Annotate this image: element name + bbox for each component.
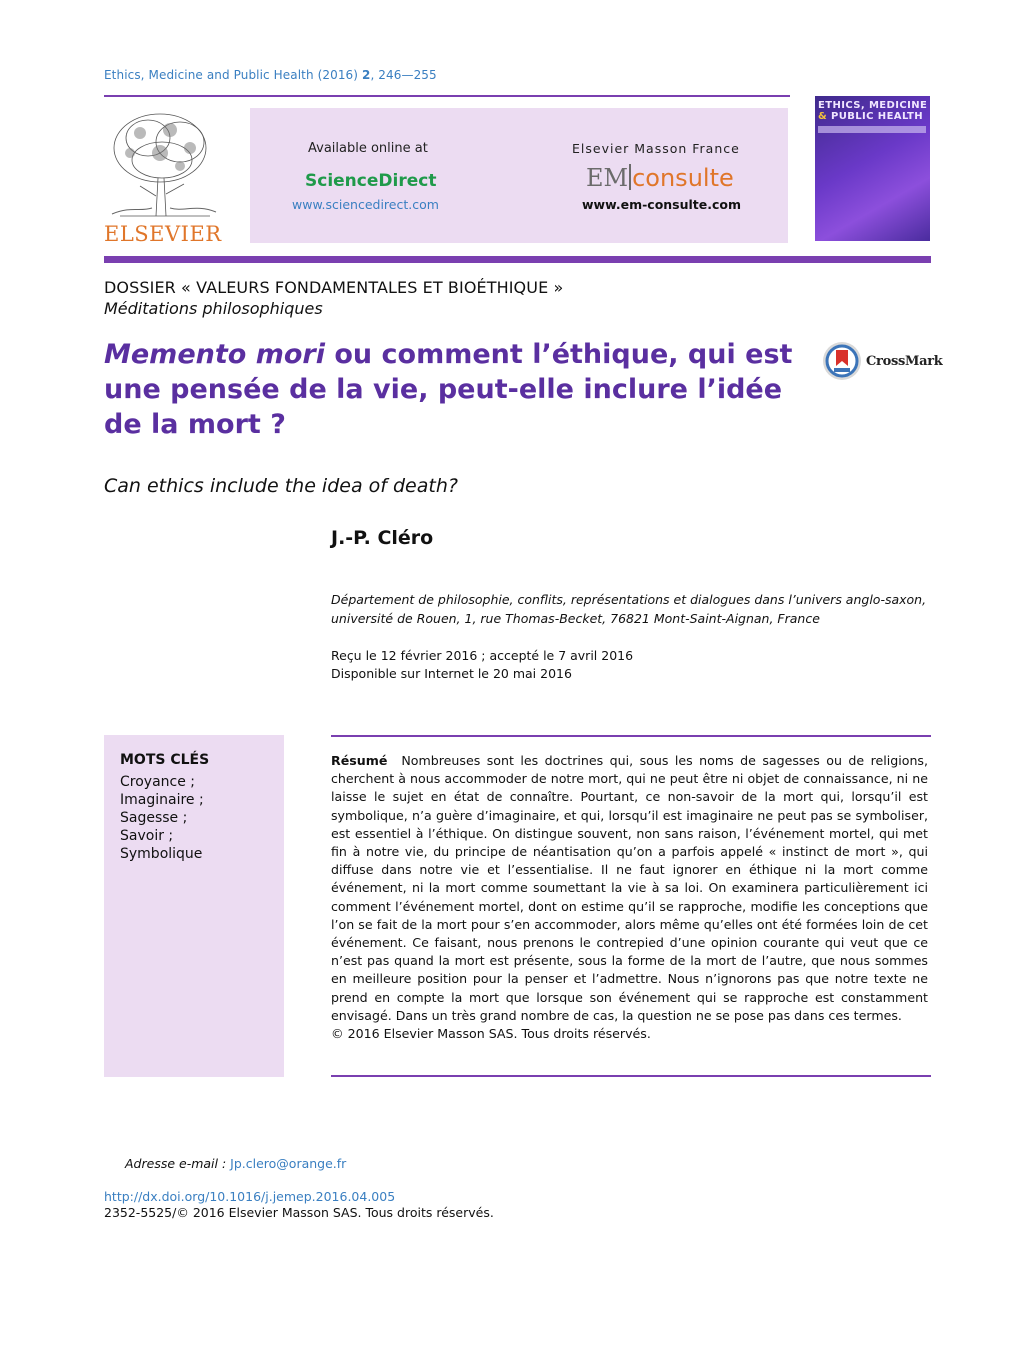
elsevier-wordmark: ELSEVIER	[104, 222, 222, 246]
journal-cover-title: ETHICS, MEDICINE & PUBLIC HEALTH	[818, 100, 928, 122]
english-title: Can ethics include the idea of death?	[104, 475, 458, 497]
abstract	[331, 752, 928, 1043]
keyword-item: Symbolique	[120, 846, 203, 862]
author-affiliation: Département de philosophie, conflits, représentations et dialogues dans l’univers anglo-saxon, université de Rouen, 1, rue Thomas-Becket, 76821 Mont-Saint-Aignan, France	[331, 592, 927, 626]
header-divider	[104, 95, 790, 97]
abstract-copyright: © 2016 Elsevier Masson SAS. Tous droits réservés.	[331, 1026, 651, 1042]
keywords-list	[120, 773, 204, 863]
journal-cover-subtitle-band	[818, 126, 926, 133]
author-name: J.-P. Cléro	[331, 527, 434, 549]
journal-reference[interactable]: Ethics, Medicine and Public Health (2016) 2, 246—255	[104, 68, 437, 82]
abstract-bottom-divider	[331, 1075, 931, 1077]
doi-link[interactable]: http://dx.doi.org/10.1016/j.jemep.2016.04.005	[104, 1189, 396, 1204]
dossier-heading: DOSSIER « VALEURS FONDAMENTALES ET BIOÉTHIQUE »	[104, 278, 564, 297]
abstract-top-divider	[331, 735, 931, 737]
section-heading: Méditations philosophiques	[104, 299, 323, 318]
abstract-text: Nombreuses sont les doctrines qui, sous les noms de sagesses ou de religions, cherchent à nous accommoder de notre mort, qui ne peut être ni objet de connaissance, ni ne laisse le sujet en état de connaître. Pourtant, ce non-savoir de la mort qui, lorsqu’il est symbolique, n’a guère d’imaginaire, et qui, lorsqu’il est imaginaire ne peut pas se symboliser, est essentiel à l’éthique. On distingue souvent, non sans raison, l’événement mortel, qui met fin à notre vie, du principe de néantisation qu’on a parfois appelé « instinct de mort », qui diffuse dans notre vie et l’essentialise. Il ne faut ignorer en éthique ni la mort comme événement, ni la mort comme soumettant la vie à sa loi. On examinera particulièrement ici comment l’événement mortel, dont on estime qu’il se rapproche, modifie les conceptions que l’on se fait de la mort pour s’en accommoder, alors même qu’elles ont été formées loin de cet événement. Ce faisant, nous prenons le contrepied d’une opinion courante qui veut que ce n’est pas quand la mort est présente, sous la forme de la mort de l’autre, que nous sommes en meilleure position pour la penser et l’admettre. Nous n’ignorons pas que notre texte ne prend en compte la mort que lorsque son événement qui se rapproche est constamment envisagé. Dans un très grand nombre de cas, la question ne se pose pas dans ces termes.	[331, 753, 928, 1023]
sciencedirect-logo: ScienceDirect	[305, 171, 437, 191]
em-consulte-link[interactable]: www.em-consulte.com	[582, 197, 742, 212]
em-publisher-label: Elsevier Masson France	[572, 141, 740, 156]
crossmark-icon[interactable]	[822, 341, 862, 381]
email-link[interactable]: Jp.clero@orange.fr	[230, 1156, 347, 1171]
online-date: Disponible sur Internet le 20 mai 2016	[331, 666, 572, 681]
keywords-heading: MOTS CLÉS	[120, 752, 210, 768]
sciencedirect-link[interactable]: www.sciencedirect.com	[292, 197, 439, 212]
abstract-label: Résumé	[331, 753, 388, 768]
article-title: Memento mori ou comment l’éthique, qui est une pensée de la vie, peut-elle inclure l’idée de la mort ?	[104, 339, 793, 440]
em-consulte-logo: EM consulte	[586, 164, 734, 192]
crossmark-label[interactable]: CrossMark	[866, 354, 943, 369]
header-thick-divider	[104, 256, 931, 263]
keyword-item: Croyance ;	[120, 774, 196, 790]
keyword-item: Imaginaire ;	[120, 792, 204, 808]
keyword-item: Savoir ;	[120, 828, 174, 844]
available-online-label: Available online at	[308, 141, 428, 156]
author-email: Adresse e-mail : Jp.clero@orange.fr	[125, 1156, 347, 1171]
issn-copyright: 2352-5525/© 2016 Elsevier Masson SAS. Tous droits réservés.	[104, 1205, 494, 1220]
keyword-item: Sagesse ;	[120, 810, 188, 826]
article-dates	[331, 647, 633, 683]
received-date: Reçu le 12 février 2016 ; accepté le 7 avril 2016	[331, 648, 634, 663]
